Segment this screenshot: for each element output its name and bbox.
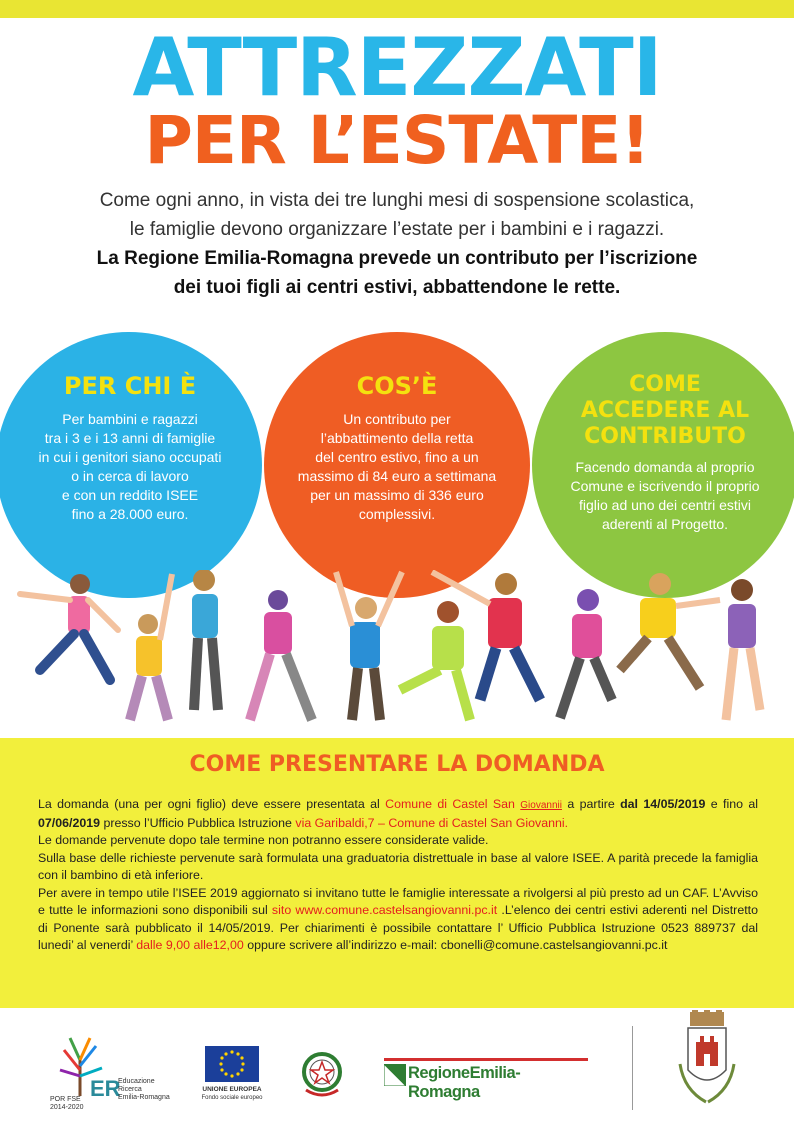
er-logo: ER Educazione Ricerca Emilia-Romagna POR FSE 2014-2020	[50, 1036, 200, 1108]
regione-emilia-romagna-logo: RegioneEmilia-Romagna	[384, 1058, 588, 1088]
intro-line-1: Come ogni anno, in vista dei tre lunghi mesi di sospensione scolastica,	[99, 190, 695, 211]
intro-text	[0, 186, 794, 302]
intro-line-4: dei tuoi figli ai centri estivi, abbattendone le rette.	[173, 277, 621, 298]
paragraph-3: Sulla base delle richieste pervenute sarà formulata una graduatoria distrettuale in base al valore ISEE. A parità precede la famiglia con il bambino di età inferiore.	[38, 850, 758, 882]
divider	[632, 1026, 633, 1110]
circle-come-accedere-text: Facendo domanda al proprio Comune e iscrivendo il proprio figlio ad uno dei centri estivi aderenti al Progetto.	[570, 459, 760, 532]
coat-of-arms-icon	[676, 1010, 738, 1110]
kid-figure	[130, 574, 172, 720]
kid-figure	[336, 572, 402, 720]
kid-figure	[400, 601, 470, 720]
website-link[interactable]: sito www.comune.castelsangiovanni.pc.it	[271, 903, 498, 917]
how-to-apply-text	[38, 796, 758, 955]
kid-figure	[250, 590, 312, 720]
kid-figure	[192, 570, 218, 710]
paragraph-2: Le domande pervenute dopo tale termine non potranno essere considerate valide.	[38, 833, 489, 847]
circle-cos-e-title: COS’È	[356, 372, 438, 400]
circle-come-accedere-title: COME ACCEDERE AL CONTRIBUTO	[580, 372, 750, 449]
emblem-icon	[296, 1046, 348, 1102]
intro-line-2: le famiglie devono organizzare l’estate per i bambini e i ragazzi.	[129, 219, 665, 240]
paragraph-4: Per avere in tempo utile l’ISEE 2019 aggiornato si invitano tutte le famiglie interessate a rivolgersi al più presto ad un CAF. L’Avviso e tutte le informazioni sono disponibili sul sito www.comune.castelsangiovanni.pc.it .L’elenco dei centri estivi aderenti nel Distretto di Ponente sarà pubblicato il 14/05/2019. Per chiarimenti è possibile contattare l’ Ufficio Pubblica Istruzione 0523 889737 dal lunedi’ al venerdi’ dalle 9,00 alle12,00 oppure scrivere all’indirizzo e-mail: cbonelli@comune.castelsangiovanni.pc.it	[38, 885, 758, 952]
italian-republic-emblem	[296, 1046, 348, 1102]
eu-logo: UNIONE EUROPEA Fondo sociale europeo	[196, 1046, 268, 1108]
intro-line-3: La Regione Emilia-Romagna prevede un contributo per l’iscrizione	[96, 248, 698, 269]
title-line-2: PER L’ESTATE!	[144, 102, 650, 179]
paragraph-1: La domanda (una per ogni figlio) deve essere presentata al Comune di Castel San Giovannii a partire dal 14/05/2019 e fino al 07/06/2019 presso l’Ufficio Pubblica Istruzione via Garibaldi,7 – Comune di Castel San Giovanni.	[38, 797, 759, 830]
title-line-1: ATTREZZATI	[132, 21, 662, 114]
kid-figure	[620, 573, 720, 688]
jumping-kids-illustration	[0, 570, 794, 742]
how-to-apply-title: COME PRESENTARE LA DOMANDA	[189, 752, 605, 777]
circle-cos-e-text: Un contributo per l’abbattimento della retta del centro estivo, fino a un massimo di 84 euro a settimana per un massimo di 336 euro complessivi.	[297, 411, 497, 522]
kid-figure	[726, 579, 760, 720]
kid-figure	[20, 574, 118, 680]
circle-per-chi-text: Per bambini e ragazzi tra i 3 e i 13 anni di famiglie in cui i genitori siano occupati o in cerca di lavoro e con un reddito ISEE fino a 28.000 euro.	[38, 411, 222, 522]
logos-footer	[0, 1008, 794, 1123]
top-yellow-bar	[0, 0, 794, 18]
castel-san-giovanni-coat-of-arms	[676, 1010, 738, 1110]
circle-per-chi-title: PER CHI È	[63, 372, 197, 400]
region-flag-icon	[384, 1064, 406, 1086]
eu-flag-icon	[205, 1046, 259, 1082]
kid-figure	[560, 589, 612, 718]
